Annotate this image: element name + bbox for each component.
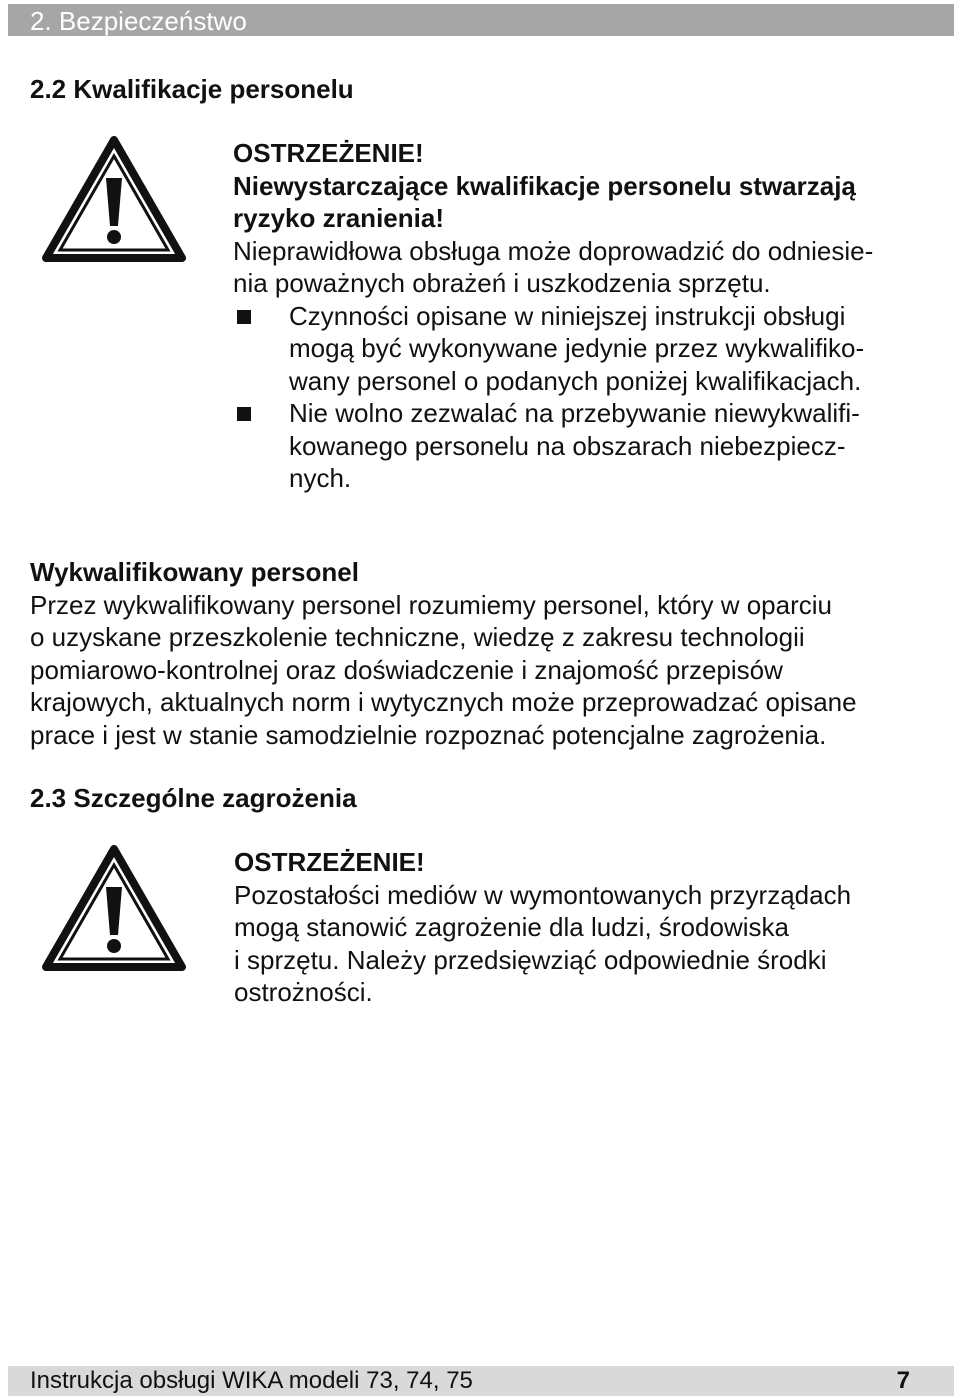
warning-body-line: ostrożności.: [234, 977, 373, 1007]
bullet-continuation: [233, 430, 933, 463]
bullet-square-icon: [237, 310, 251, 324]
warning-triangle-icon: [42, 136, 186, 262]
bullet-text-line: Nie wolno zezwalać na przebywanie niewykwalifi-: [289, 398, 860, 428]
paragraph-line: prace i jest w stanie samodzielnie rozpoznać potencjalne zagrożenia.: [30, 719, 827, 750]
warning-triangle-icon: [42, 845, 186, 971]
bullet-text-line: nych.: [289, 463, 352, 493]
bullet-square-icon: [237, 407, 251, 421]
bullet-text-line: mogą być wykonywane jedynie przez wykwalifiko-: [289, 333, 865, 363]
warning-signal-word: OSTRZEŻENIE!: [233, 138, 424, 168]
warning-block-media-residue: [234, 846, 934, 1009]
warning-body-line: nia poważnych obrażeń i uszkodzenia sprzętu.: [233, 268, 771, 298]
page-number: 7: [896, 1367, 910, 1394]
bullet-text-line: wany personel o podanych poniżej kwalifikacjach.: [289, 365, 862, 396]
warning-body-line: Pozostałości mediów w wymontowanych przyrządach: [234, 879, 852, 910]
bullet-text-line: kowanego personelu na obszarach niebezpiecz-: [289, 430, 846, 461]
bullet-continuation: [233, 365, 933, 398]
bullet-text-line: Czynności opisane w niniejszej instrukcji obsługi: [289, 300, 846, 331]
bullet-item: [233, 300, 933, 333]
warning-body-line: Nieprawidłowa obsługa może doprowadzić do odniesie-: [233, 235, 874, 266]
warning-body-line: i sprzętu. Należy przedsięwziąć odpowiednie środki: [234, 944, 827, 975]
paragraph-line: Przez wykwalifikowany personel rozumiemy personel, który w oparciu: [30, 589, 832, 620]
warning-signal-word: OSTRZEŻENIE!: [234, 847, 425, 877]
paragraph-line: krajowych, aktualnych norm i wytycznych może przeprowadzać opisane: [30, 687, 857, 717]
section-header-title: 2. Bezpieczeństwo: [30, 6, 247, 36]
warning-title-line: ryzyko zranienia!: [233, 203, 444, 233]
qualified-staff-heading: Wykwalifikowany personel: [30, 557, 359, 587]
page-footer: [8, 1366, 954, 1396]
section-header-bar: [8, 4, 954, 36]
section-2-3-heading: 2.3 Szczególne zagrożenia: [30, 783, 357, 813]
bullet-continuation: [233, 332, 933, 365]
footer-doc-title: Instrukcja obsługi WIKA modeli 73, 74, 75: [30, 1367, 473, 1394]
bullet-continuation: [233, 462, 933, 495]
paragraph-line: o uzyskane przeszkolenie techniczne, wiedzę z zakresu technologii: [30, 622, 805, 652]
warning-block-qualification: [233, 137, 933, 495]
paragraph-line: pomiarowo-kontrolnej oraz doświadczenie i znajomość przepisów: [30, 654, 783, 685]
qualified-staff-section: [30, 556, 935, 751]
warning-body-line: mogą stanowić zagrożenie dla ludzi, środowiska: [234, 912, 789, 942]
section-2-2-heading: 2.2 Kwalifikacje personelu: [30, 74, 354, 104]
bullet-item: [233, 397, 933, 430]
warning-title-line: Niewystarczające kwalifikacje personelu stwarzają: [233, 170, 856, 201]
